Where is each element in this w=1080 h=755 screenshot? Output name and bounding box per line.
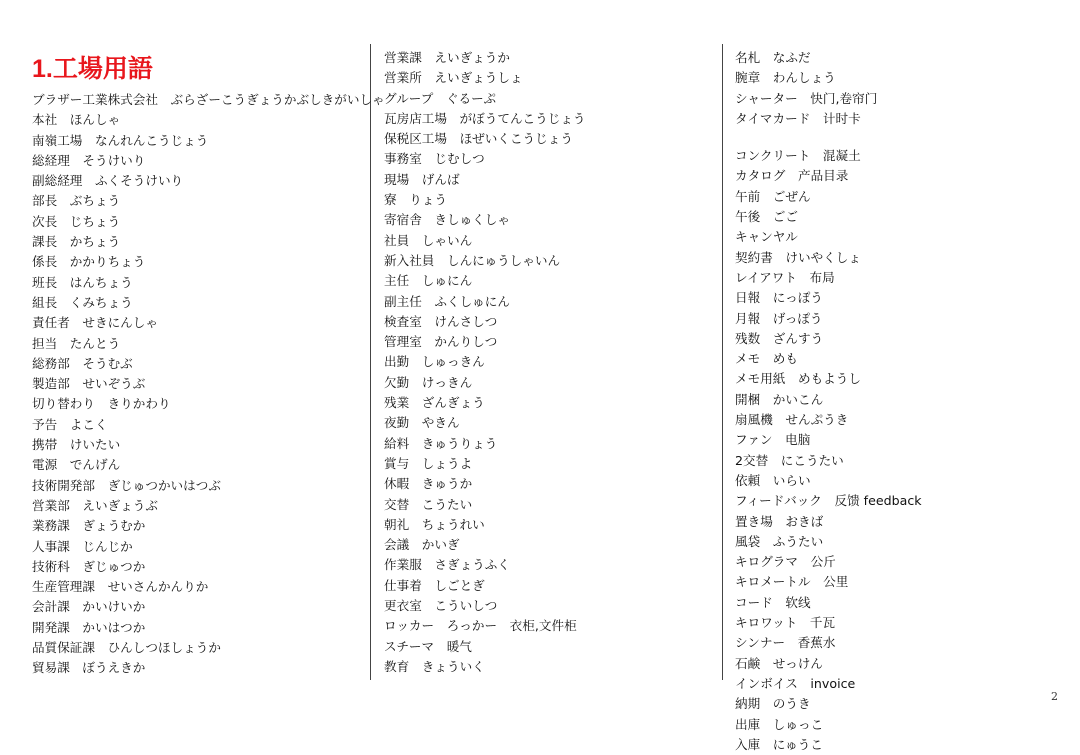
vocab-item: 携帯 けいたい xyxy=(32,437,121,453)
vocab-item: 事務室 じむしつ xyxy=(384,151,485,167)
vocab-item: 南嶺工場 なんれんこうじょう xyxy=(32,132,209,148)
vocab-item: 総務部 そうむぶ xyxy=(32,355,133,371)
page-number: 2 xyxy=(1051,690,1058,703)
vocab-item: 現場 げんば xyxy=(384,171,460,187)
vocab-item: 名札 なふだ xyxy=(735,50,811,65)
vocab-item: 品質保証課 ひんしつほしょうか xyxy=(32,640,221,656)
vocab-item: 残業 ざんぎょう xyxy=(384,395,485,411)
vocab-item: 教育 きょういく xyxy=(384,658,485,674)
vocab-item: レイアワト 布局 xyxy=(735,269,835,285)
vocab-item: 瓦房店工場 がぼうてんこうじょう xyxy=(384,110,586,126)
vocab-item: 人事課 じんじか xyxy=(32,538,133,554)
vocab-item: 製造部 せいぞうぶ xyxy=(32,376,146,392)
vocab-item: 切り替わり きりかわり xyxy=(32,396,171,412)
vocab-item: 入庫 にゅうこ xyxy=(735,736,823,752)
vocab-item: 総経理 そうけいり xyxy=(32,152,146,168)
vocab-item: カタログ 产品目录 xyxy=(735,168,849,184)
vocab-item: 社員 しゃいん xyxy=(384,232,473,248)
vocab-item: 残数 ざんすう xyxy=(735,330,824,346)
vocab-item: 開発課 かいはつか xyxy=(32,619,146,635)
vocab-item: 日報 にっぽう xyxy=(735,290,823,306)
vocab-item: 会計課 かいけいか xyxy=(32,599,146,615)
vocab-item: 納期 のうき xyxy=(735,696,811,712)
vocab-item: 電源 でんげん xyxy=(32,457,121,473)
vocab-item: 休暇 きゅうか xyxy=(384,476,473,492)
vocab-list xyxy=(32,90,385,679)
vocab-item: 月報 げっぽう xyxy=(735,310,823,326)
vocab-item: キロメートル 公里 xyxy=(735,574,849,590)
vocab-item: 更衣室 こういしつ xyxy=(384,598,498,614)
vocab-item: 課長 かちょう xyxy=(32,234,121,250)
vocab-item: 依頼 いらい xyxy=(735,472,811,488)
vocab-item: メモ めも xyxy=(735,351,798,367)
vocab-list xyxy=(735,48,922,755)
vocab-list xyxy=(384,48,586,677)
vocab-item: タイマカード 计时卡 xyxy=(735,110,861,126)
vocab-item: 風袋 ふうたい xyxy=(735,533,824,549)
vocab-item: ブラザー工業株式会社 ぶらざーこうぎょうかぶしきがいしゃ xyxy=(32,92,385,107)
vocab-item: 欠勤 けっきん xyxy=(384,374,473,390)
vocab-item: 次長 じちょう xyxy=(32,213,121,229)
vocab-item: 賞与 しょうよ xyxy=(384,455,473,471)
vocab-item: キャンヤル xyxy=(735,229,798,245)
vocab-item: シャーター 快门,卷帘门 xyxy=(735,90,878,106)
vocab-item: 午前 ごぜん xyxy=(735,188,811,204)
vocab-item: 開梱 かいこん xyxy=(735,391,824,407)
vocab-item: 生産管理課 せいさんかんりか xyxy=(32,579,209,595)
vocab-item: 係長 かかりちょう xyxy=(32,254,146,270)
vocab-item: 検査室 けんさしつ xyxy=(384,313,498,329)
vocab-item: 2交替 にこうたい xyxy=(735,452,844,468)
vocab-item: 担当 たんとう xyxy=(32,335,121,351)
vocab-item: コード 软线 xyxy=(735,594,811,610)
vocab-item: 交替 こうたい xyxy=(384,496,473,512)
vocab-item: 寮 りょう xyxy=(384,192,447,208)
vocab-item: 夜勤 やきん xyxy=(384,415,460,431)
vocab-item: 予告 よこく xyxy=(32,416,108,432)
vocab-item: 新入社員 しんにゅうしゃいん xyxy=(384,252,561,268)
vocab-item: 会議 かいぎ xyxy=(384,537,460,553)
vocab-item: 保税区工場 ほぜいくこうじょう xyxy=(384,131,573,147)
vocab-item: 技術科 ぎじゅつか xyxy=(32,558,146,574)
vocab-item: キロワット 千瓦 xyxy=(735,615,836,631)
vocab-item: 副主任 ふくしゅにん xyxy=(384,293,510,309)
vocab-item: インボイス invoice xyxy=(735,675,856,691)
vocab-item: 貿易課 ぼうえきか xyxy=(32,660,146,676)
vocab-item: 出庫 しゅっこ xyxy=(735,716,824,732)
vocab-item: ロッカー ろっかー 衣柜,文件柜 xyxy=(384,618,577,634)
vocab-item: グループ ぐるーぷ xyxy=(384,90,497,106)
vocab-item: 作業服 さぎょうふく xyxy=(384,557,510,573)
vocab-item: 責任者 せきにんしゃ xyxy=(32,315,158,331)
vocab-item: 午後 ごご xyxy=(735,209,798,225)
vocab-item: 扇風機 せんぷうき xyxy=(735,412,849,428)
vocab-item: 主任 しゅにん xyxy=(384,273,473,289)
page-title: 1.工場用語 xyxy=(32,55,153,83)
vocab-item: 副総経理 ふくそうけいり xyxy=(32,173,184,189)
vocab-item: シンナー 香蕉水 xyxy=(735,635,836,651)
vocab-item: 営業課 えいぎょうか xyxy=(384,50,510,65)
vocab-item: 部長 ぶちょう xyxy=(32,193,121,209)
vocab-item: 腕章 わんしょう xyxy=(735,70,836,86)
vocab-item: ファン 电脑 xyxy=(735,432,811,448)
vocab-item: 給料 きゅうりょう xyxy=(384,435,498,451)
vocab-item: 班長 はんちょう xyxy=(32,274,133,290)
vocab-item: メモ用紙 めもようし xyxy=(735,371,861,387)
vocab-item: 営業所 えいぎょうしょ xyxy=(384,70,523,86)
vocab-item: フィードバック 反馈 feedback xyxy=(735,493,922,509)
vocab-item: 管理室 かんりしつ xyxy=(384,334,498,350)
vocab-item: 技術開発部 ぎじゅつかいはつぶ xyxy=(32,477,221,493)
vocab-item: 出勤 しゅっきん xyxy=(384,354,485,370)
vocab-item: 石鹸 せっけん xyxy=(735,655,823,671)
vocab-item: 本社 ほんしゃ xyxy=(32,112,121,128)
vocab-item: 組長 くみちょう xyxy=(32,294,133,310)
vocab-item: 営業部 えいぎょうぶ xyxy=(32,497,158,513)
vocab-item: 仕事着 しごとぎ xyxy=(384,577,485,593)
vocab-item: 朝礼 ちょうれい xyxy=(384,516,485,532)
vocab-item: 置き場 おきば xyxy=(735,513,824,529)
vocab-item: キログラマ 公斤 xyxy=(735,554,836,570)
vocab-item: 契約書 けいやくしょ xyxy=(735,249,861,265)
vocab-item: コンクリート 混凝土 xyxy=(735,148,861,164)
column-divider xyxy=(722,44,723,680)
vocab-item: スチーマ 暖气 xyxy=(384,638,472,654)
vocab-item: 寄宿舎 きしゅくしゃ xyxy=(384,212,510,228)
vocab-item: 業務課 ぎょうむか xyxy=(32,518,146,534)
